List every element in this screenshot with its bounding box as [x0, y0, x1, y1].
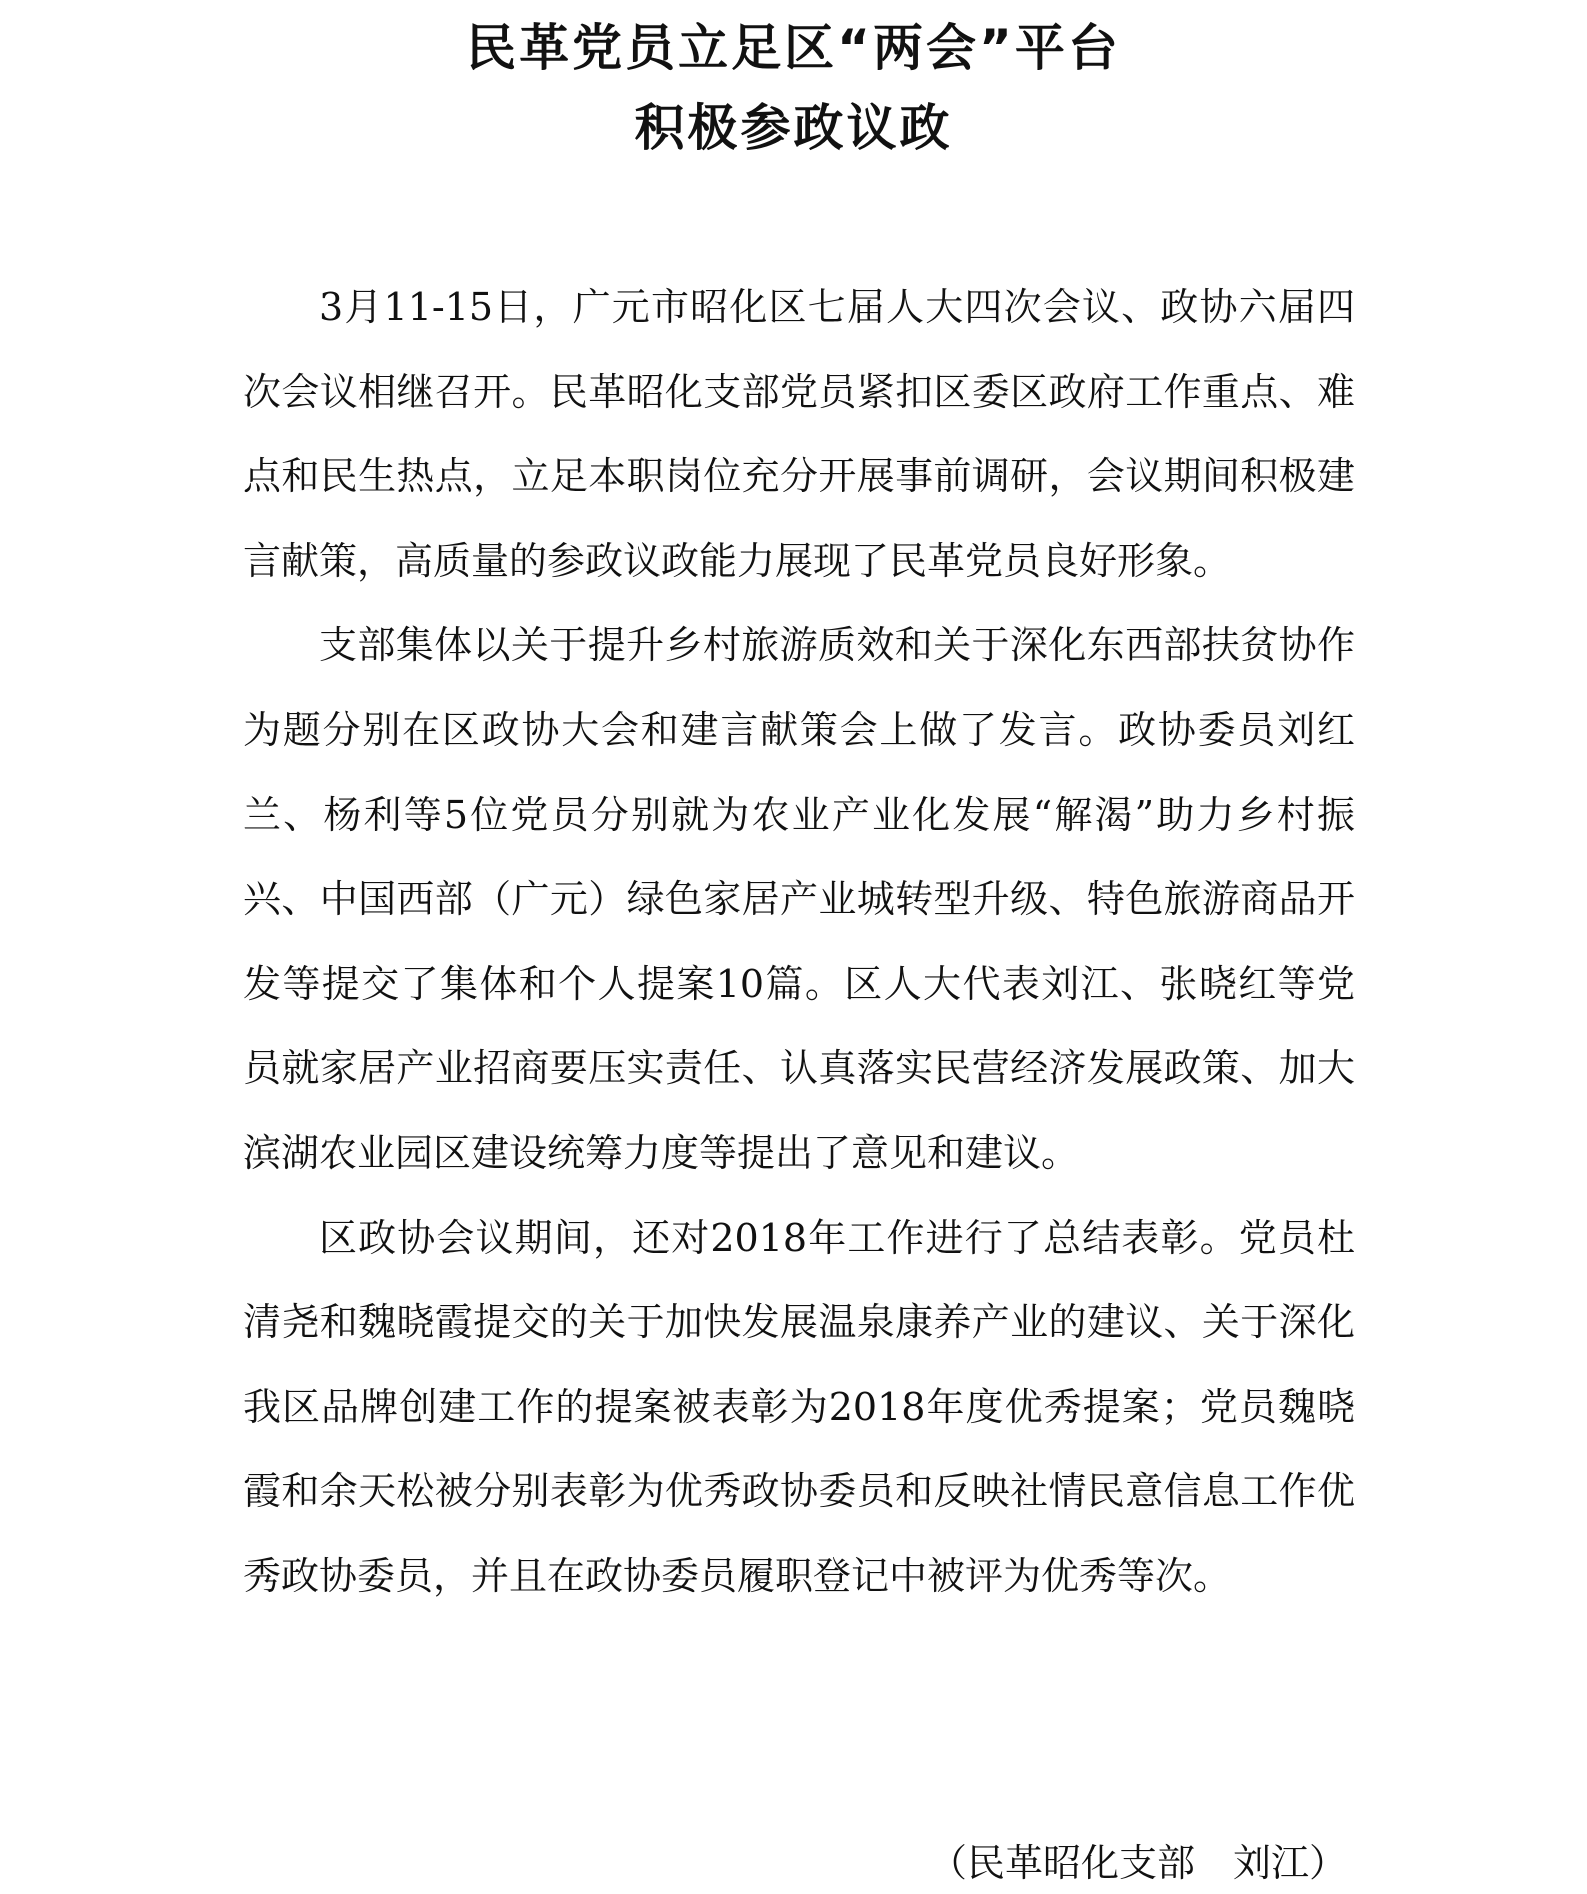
document-title-line-1: 民革党员立足区“两会”平台: [466, 19, 1121, 77]
paragraph-1: 3月11-15日，广元市昭化区七届人大四次会议、政协六届四次会议相继召开。民革昭化支部党员紧扣区委区政府工作重点、难点和民生热点，立足本职岗位充分开展事前调研，会议期间积极建言献策，高质量的参政议政能力展现了民革党员良好形象。: [243, 285, 1355, 583]
paragraph-2: 支部集体以关于提升乡村旅游质效和关于深化东西部扶贫协作为题分别在区政协大会和建言献策会上做了发言。政协委员刘红兰、杨利等5位党员分别就为农业产业化发展“解渴”助力乡村振兴、中国西部（广元）绿色家居产业城转型升级、特色旅游商品开发等提交了集体和个人提案10篇。区人大代表刘江、张晓红等党员就家居产业招商要压实责任、认真落实民营经济发展政策、加大滨湖农业园区建设统筹力度等提出了意见和建议。: [243, 623, 1355, 1175]
author-signature: （民革昭化支部 刘江）: [928, 1841, 1347, 1885]
document-title-line-2: 积极参政议政: [634, 99, 953, 157]
article-body: [243, 265, 1355, 1619]
paragraph-3: 区政协会议期间，还对2018年工作进行了总结表彰。党员杜清尧和魏晓霞提交的关于加快发展温泉康养产业的建议、关于深化我区品牌创建工作的提案被表彰为2018年度优秀提案；党员魏晓霞和余天松被分别表彰为优秀政协委员和反映社情民意信息工作优秀政协委员，并且在政协委员履职登记中被评为优秀等次。: [243, 1215, 1355, 1598]
